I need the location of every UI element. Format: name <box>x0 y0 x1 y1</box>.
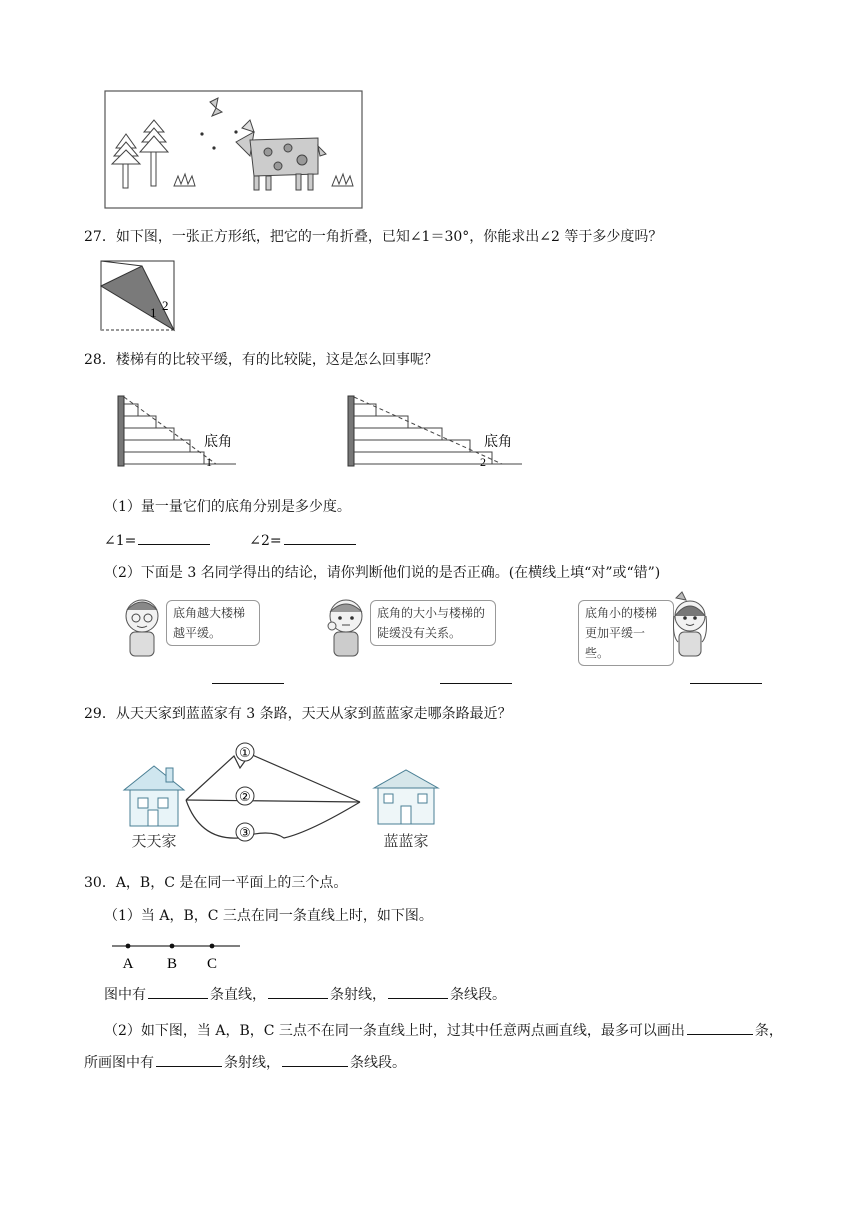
svg-text:①: ① <box>239 746 251 761</box>
angle1-prefix: ∠1= <box>104 533 137 549</box>
svg-text:C: C <box>206 956 218 972</box>
max-lines-blank[interactable] <box>687 1020 753 1035</box>
student-girl-icon <box>666 590 714 658</box>
question-29: 29．从天天家到蓝蓝家有 3 条路，天天从家到蓝蓝家走哪条路最近？ <box>84 706 512 722</box>
judgement-blank-1[interactable] <box>212 683 284 684</box>
collinear-points-figure <box>108 938 244 972</box>
svg-text:底角: 底角 <box>204 434 232 450</box>
speech-bubble-3: 底角小的楼梯更加平缓一些。 <box>578 600 674 666</box>
rays-count-blank[interactable] <box>268 984 328 999</box>
judgement-blank-2[interactable] <box>440 683 512 684</box>
q30-sub2-cont <box>84 1052 406 1073</box>
angle2-blank[interactable] <box>284 530 356 545</box>
svg-text:天天家: 天天家 <box>131 832 177 850</box>
svg-text:③: ③ <box>239 826 251 841</box>
fill1-text-b: 条直线， <box>210 987 266 1003</box>
q28-angle-answers <box>104 530 358 551</box>
fill1-text-a: 图中有 <box>104 987 146 1003</box>
question-28: 28．楼梯有的比较平缓，有的比较陡，这是怎么回事呢？ <box>84 352 438 368</box>
svg-text:2: 2 <box>480 455 486 468</box>
house-right-icon <box>374 770 438 824</box>
speech-bubble-2: 底角的大小与楼梯的陡缓没有关系。 <box>370 600 496 646</box>
q30-sub1: （1）当 A，B，C 三点在同一条直线上时，如下图。 <box>104 908 433 924</box>
routes-figure <box>120 740 450 855</box>
angle1-blank[interactable] <box>138 530 210 545</box>
svg-text:蓝蓝家: 蓝蓝家 <box>383 832 429 850</box>
segments-count-blank[interactable] <box>388 984 448 999</box>
q28-sub1: （1）量一量它们的底角分别是多少度。 <box>104 499 351 515</box>
sub2-text-d: 条射线， <box>224 1055 280 1071</box>
svg-text:1: 1 <box>150 305 157 320</box>
sub2-text-a: （2）如下图，当 A，B，C 三点不在同一条直线上时，过其中任意两点画直线，最多可以画出 <box>104 1023 685 1039</box>
house-left-icon <box>124 766 184 826</box>
staircase-1-figure <box>116 394 246 468</box>
svg-text:1: 1 <box>206 455 212 468</box>
svg-text:2: 2 <box>162 298 169 313</box>
drawn-segments-blank[interactable] <box>282 1052 348 1067</box>
svg-text:A: A <box>122 956 134 972</box>
question-27: 27．如下图，一张正方形纸，把它的一角折叠，已知∠1＝30°，你能求出∠2 等于多少度吗？ <box>84 229 663 245</box>
folded-square-figure <box>98 258 178 332</box>
fill1-text-c: 条射线， <box>330 987 386 1003</box>
q30-fill1 <box>104 984 506 1005</box>
svg-text:B: B <box>166 956 178 972</box>
staircase-2-figure <box>346 394 526 468</box>
judgement-blank-3[interactable] <box>690 683 762 684</box>
sub2-text-e: 条线段。 <box>350 1055 406 1071</box>
question-30: 30．A，B，C 是在同一平面上的三个点。 <box>84 875 348 891</box>
tangram-scene-figure <box>104 90 364 210</box>
sub2-text-b: 条， <box>754 1023 783 1039</box>
lines-count-blank[interactable] <box>148 984 208 999</box>
sub2-text-c: 所画图中有 <box>84 1055 154 1071</box>
q28-sub2: （2）下面是 3 名同学得出的结论，请你判断他们说的是否正确。(在横线上填“对”或“错”) <box>104 565 661 581</box>
fill1-text-d: 条线段。 <box>450 987 506 1003</box>
svg-text:底角: 底角 <box>484 434 512 450</box>
svg-text:②: ② <box>239 790 251 805</box>
student-boy-thinking-icon <box>322 594 370 658</box>
student-boy-glasses-icon <box>118 594 166 658</box>
drawn-rays-blank[interactable] <box>156 1052 222 1067</box>
speech-bubble-1: 底角越大楼梯越平缓。 <box>166 600 260 646</box>
angle2-prefix: ∠2= <box>249 533 282 549</box>
q30-sub2 <box>104 1020 783 1041</box>
